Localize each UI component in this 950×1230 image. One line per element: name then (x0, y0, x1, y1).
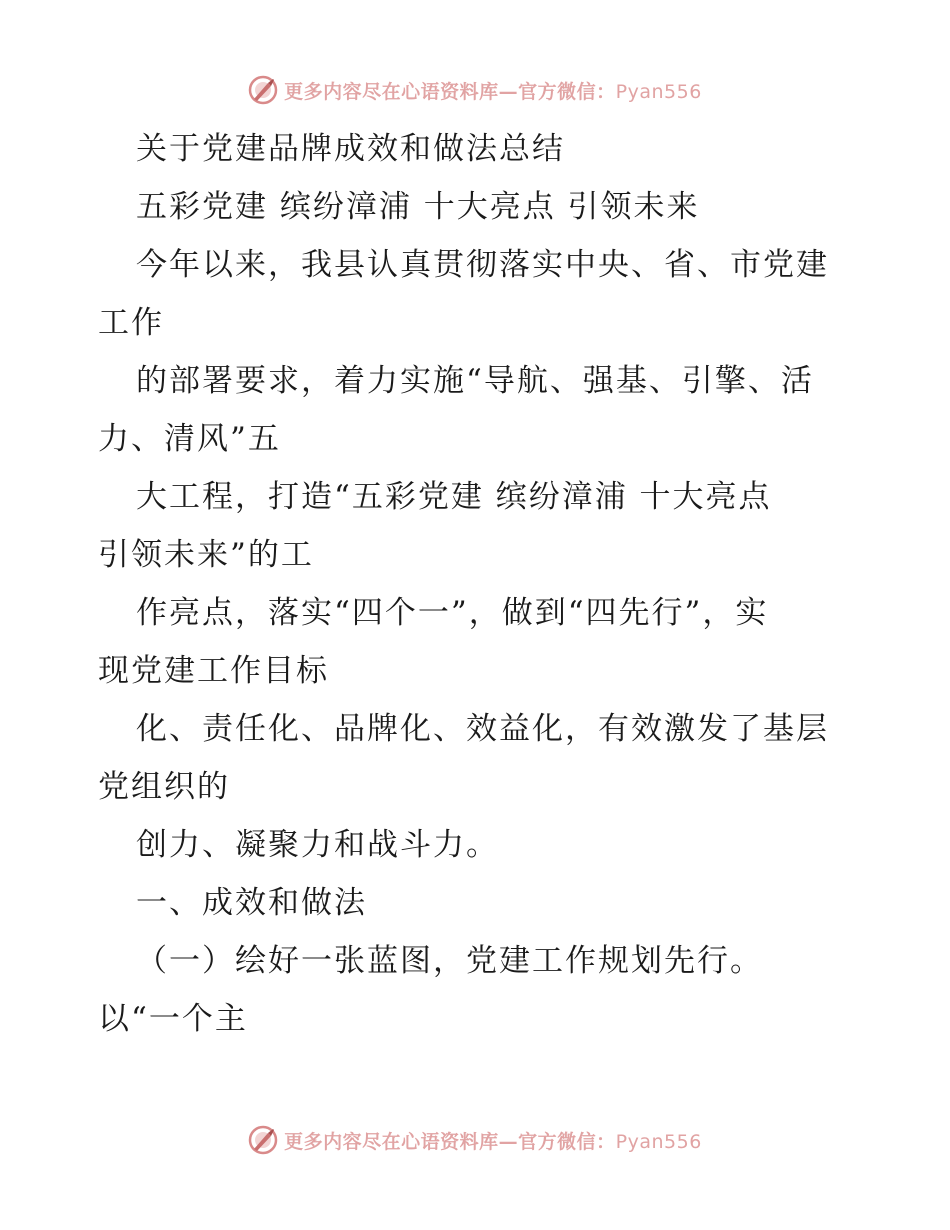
watermark-label: 更多内容尽在心语资料库—官方微信： (284, 80, 616, 103)
paragraph-line: 引领未来”的工 (98, 537, 314, 573)
quill-seal-icon (248, 1125, 278, 1155)
paragraph-line: 今年以来，我县认真贯彻落实中央、省、市党建 (136, 247, 829, 283)
subsection-heading: （一）绘好一张蓝图，党建工作规划先行。 (136, 943, 763, 979)
paragraph-line: 作亮点，落实“四个一”，做到“四先行”，实 (136, 595, 769, 631)
document-subtitle: 五彩党建 缤纷漳浦 十大亮点 引领未来 (136, 189, 700, 225)
watermark-footer (0, 1120, 950, 1160)
paragraph-line: 以“一个主 (98, 1001, 248, 1037)
watermark-text (284, 1127, 702, 1154)
paragraph-line: 党组织的 (98, 769, 230, 805)
document-title: 关于党建品牌成效和做法总结 (136, 131, 565, 167)
watermark-id: Pyan556 (615, 80, 702, 103)
paragraph-line: 力、清风”五 (98, 421, 281, 457)
paragraph-line: 现党建工作目标 (98, 653, 329, 689)
quill-seal-icon (248, 75, 278, 105)
paragraph-line: 化、责任化、品牌化、效益化，有效激发了基层 (136, 711, 829, 747)
paragraph-line: 的部署要求，着力实施“导航、强基、引擎、活 (136, 363, 814, 399)
section-heading: 一、成效和做法 (136, 885, 367, 921)
paragraph-line: 大工程，打造“五彩党建 缤纷漳浦 十大亮点 (136, 479, 772, 515)
document-body (98, 120, 858, 1048)
paragraph-line: 创力、凝聚力和战斗力。 (136, 827, 499, 863)
watermark-label: 更多内容尽在心语资料库—官方微信： (284, 1130, 616, 1153)
watermark-header (0, 70, 950, 110)
watermark-text (284, 77, 702, 104)
watermark-id: Pyan556 (615, 1130, 702, 1153)
paragraph-line: 工作 (98, 305, 164, 341)
